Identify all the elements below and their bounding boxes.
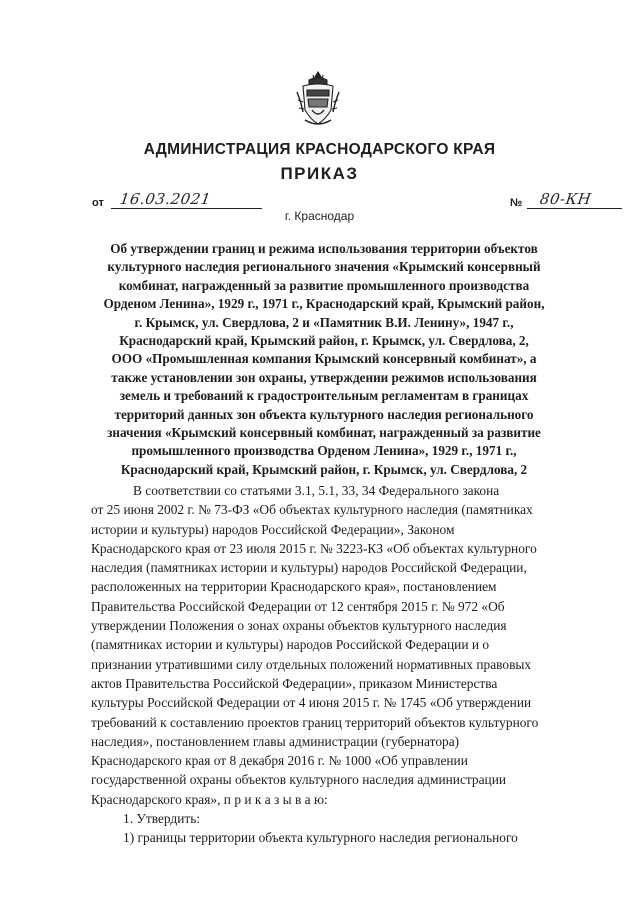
body-line: от 25 июня 2002 г. № 73-ФЗ «Об объектах культурного наследия (памятниках [91,502,533,518]
title-line: Краснодарский край, Крымский район, г. Крымск, ул. Свердлова, 2, [119,333,529,349]
body-line: В соответствии со статьями 3.1, 5.1, 33, 34 Федерального закона [133,483,500,498]
title-line: г. Крымск, ул. Свердлова, 2 и «Памятник В.И. Ленину», 1947 г., [134,314,514,330]
title-line: культурного наследия регионального значения «Крымский консервный [107,259,541,275]
coat-of-arms-icon [295,70,341,128]
list-item: 1. Утвердить: [123,811,201,827]
body-line: наследия», постановлением главы администрации (губернатора) [91,733,460,749]
body-line: Краснодарского края», п р и к а з ы в а ю: [91,791,328,807]
number-prefix: № [510,197,523,209]
title-line: значения «Крымский консервный комбинат, награжденный за развитие [107,425,541,441]
body-line: (памятниках истории и культуры) народов Российской Федерации и о [91,637,490,653]
body-line: государственной охраны объектов культурного наследия администрации [91,772,507,788]
title-line: земель и требований к градостроительным регламентам в границах [119,388,529,404]
body-line: требований к составлению проектов границ территорий объектов культурного [91,714,539,730]
title-line: территорий данных зон объекта культурного наследия регионального [114,406,534,422]
body-line: наследия (памятниках истории и культуры) народов Российской Федерации, [91,560,527,576]
document-type: ПРИКАЗ [280,164,359,183]
handwritten-date: 16.03.2021 [118,190,213,208]
title-line: ООО «Промышленная компания Крымский консервный комбинат», а [111,351,537,367]
title-line: промышленного производства Орденом Ленина», 1929 г., 1971 г., [131,443,517,459]
list-item: 1) границы территории объекта культурного наследия регионального [123,830,518,846]
document-title [84,240,564,479]
title-line: комбинат, награжденный за развитие промышленного производства [118,277,530,293]
title-line: Краснодарский край, Крымский район, г. Крымск, ул. Свердлова, 2 [120,461,528,477]
body-paragraph [91,481,614,848]
title-line: также установлении зон охраны, утверждении режимов использования [111,369,537,385]
body-line: признании утратившими силу отдельных положений нормативных правовых [91,656,532,672]
body-line: расположенных на территории Краснодарского края», постановлением [91,579,497,595]
body-line: культуры Российской Федерации от 4 июня 2015 г. № 1745 «Об утверждении [91,695,532,711]
title-line: Орденом Ленина», 1929 г., 1971 г., Краснодарский край, Крымский район, [103,296,545,312]
body-line: актов Правительства Российской Федерации», приказом Министерства [91,675,498,691]
title-line: Об утверждении границ и режима использования территории объектов [110,241,538,256]
body-line: Правительства Российской Федерации от 12 сентября 2015 г. № 972 «Об [91,598,505,614]
handwritten-number: 80-КН [538,190,593,208]
date-prefix: от [92,197,104,209]
city-name: г. Краснодар [284,209,355,223]
body-line: Краснодарского края от 23 июля 2015 г. № 3223-КЗ «Об объектах культурного [91,540,537,556]
body-line: Краснодарского края от 8 декабря 2016 г. № 1000 «Об управлении [91,753,468,769]
organization-name: АДМИНИСТРАЦИЯ КРАСНОДАРСКОГО КРАЯ [143,141,496,158]
body-line: утверждении Положения о зонах охраны объектов культурного наследия [91,618,507,634]
body-line: истории и культуры) народов Российской Федерации», Законом [91,521,455,537]
